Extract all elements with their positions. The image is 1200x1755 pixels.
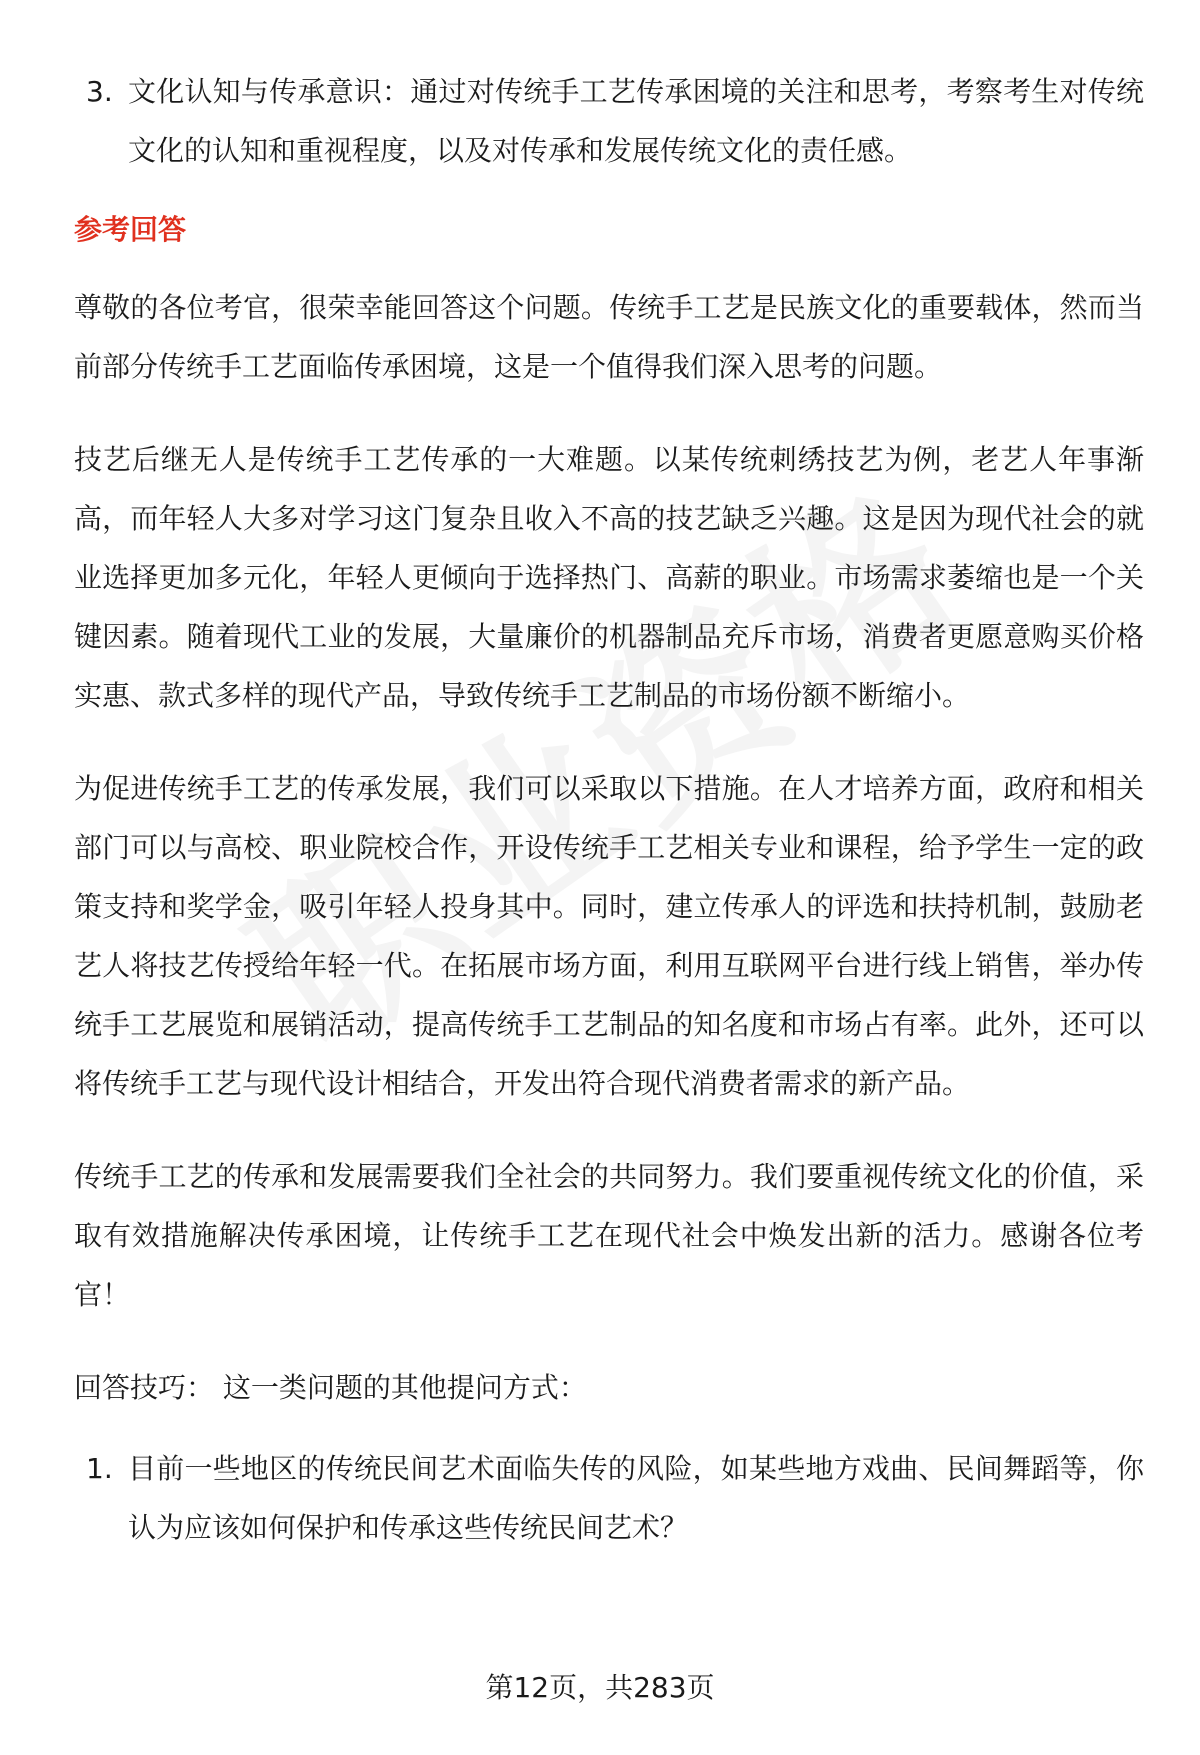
tips-line: 回答技巧： 这一类问题的其他提问方式： <box>74 1371 587 1404</box>
list-text: 文化认知与传承意识：通过对传统手工艺传承困境的关注和思考，考察考生对传统文化的认知和重视程度，以及对传承和发展传统文化的责任感。 <box>128 75 1144 167</box>
paragraph-3: 为促进传统手工艺的传承发展，我们可以采取以下措施。在人才培养方面，政府和相关部门可以与高校、职业院校合作，开设传统手工艺相关专业和课程，给予学生一定的政策支持和奖学金，吸引年轻人投身其中。同时，建立传承人的评选和扶持机制，鼓励老艺人将技艺传授给年轻一代。在拓展市场方面，利用互联网平台进行线上销售，举办传统手工艺展览和展销活动，提高传统手工艺制品的知名度和市场占有率。此外，还可以将传统手工艺与现代设计相结合，开发出符合现代消费者需求的新产品。 <box>74 772 1144 1100</box>
list-number: 1. <box>86 1452 113 1485</box>
paragraph-1: 尊敬的各位考官，很荣幸能回答这个问题。传统手工艺是民族文化的重要载体，然而当前部分传统手工艺面临传承困境，这是一个值得我们深入思考的问题。 <box>74 291 1144 383</box>
paragraph-2: 技艺后继无人是传统手工艺传承的一大难题。以某传统刺绣技艺为例，老艺人年事渐高，而年轻人大多对学习这门复杂且收入不高的技艺缺乏兴趣。这是因为现代社会的就业选择更加多元化，年轻人更倾向于选择热门、高薪的职业。市场需求萎缩也是一个关键因素。随着现代工业的发展，大量廉价的机器制品充斥市场，消费者更愿意购买价格实惠、款式多样的现代产品，导致传统手工艺制品的市场份额不断缩小。 <box>74 443 1144 712</box>
page-footer: 第12页，共283页 <box>485 1671 715 1704</box>
list-text: 目前一些地区的传统民间艺术面临失传的风险，如某些地方戏曲、民间舞蹈等，你认为应该如何保护和传承这些传统民间艺术？ <box>128 1452 1144 1544</box>
paragraph-4: 传统手工艺的传承和发展需要我们全社会的共同努力。我们要重视传统文化的价值，采取有效措施解决传承困境，让传统手工艺在现代社会中焕发出新的活力。感谢各位考官！ <box>74 1160 1144 1311</box>
section-heading: 参考回答 <box>74 213 187 246</box>
list-item-1 <box>74 1439 1144 1557</box>
list-number: 3. <box>86 75 113 108</box>
list-item-3 <box>74 62 1144 180</box>
page-content <box>74 62 1144 1557</box>
